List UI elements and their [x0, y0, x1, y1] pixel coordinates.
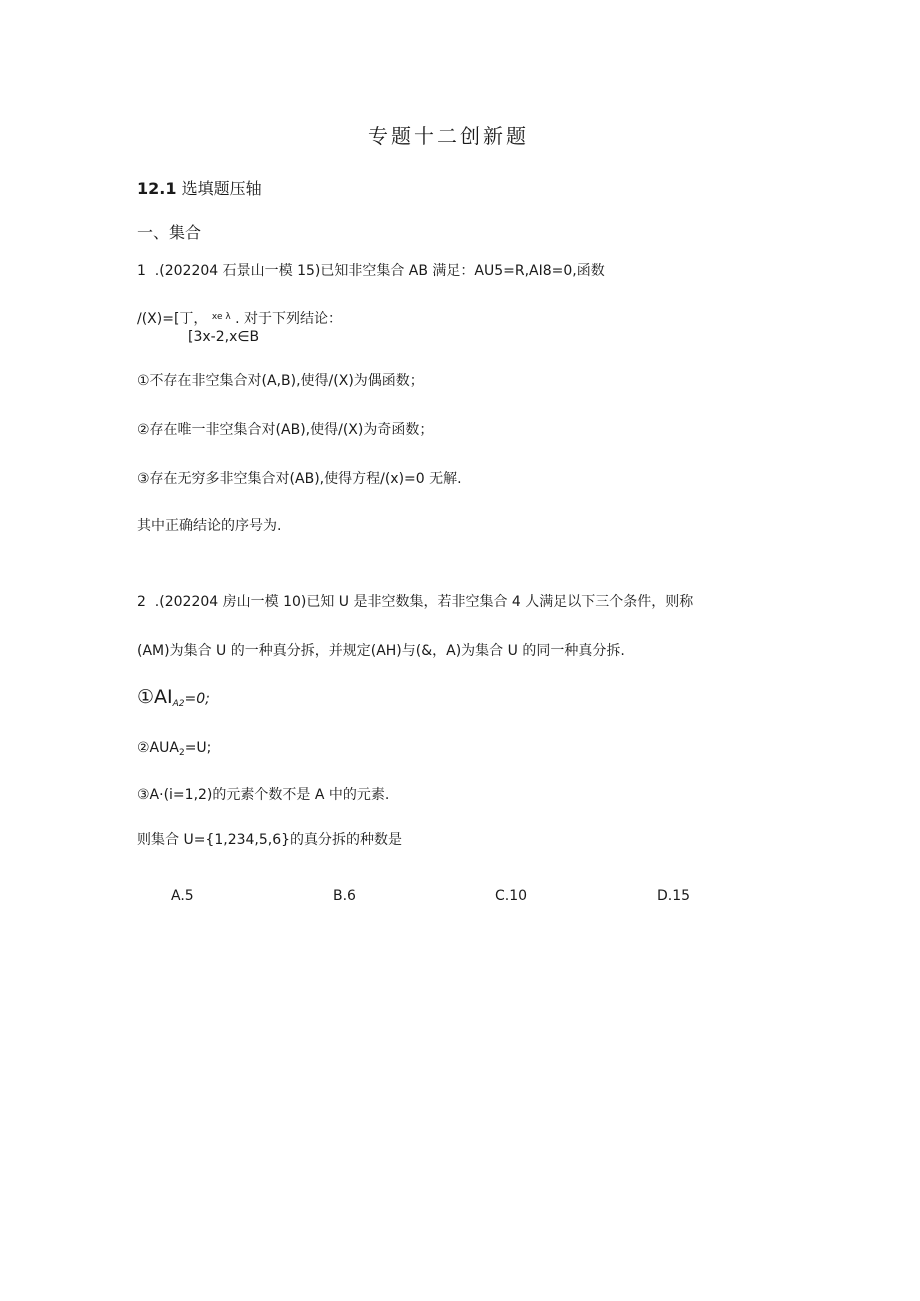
q1-question: 其中正确结论的序号为.: [137, 518, 282, 534]
q2-c2-pre: ②AUA: [137, 740, 179, 756]
option-b[interactable]: B.6: [333, 888, 356, 904]
section-heading: [137, 179, 262, 199]
q2-condition-2: [137, 739, 211, 762]
q2-c2-post: =U;: [184, 740, 212, 756]
section-text: 选填题压轴: [181, 179, 262, 198]
q1-fx-suffix: . 对于下列结论：: [235, 311, 343, 327]
q2-stem-line2: (AM)为集合 U 的一种真分拆，并规定(AH)与(&，A)为集合 U 的同一种真分拆.: [137, 643, 625, 659]
q2-condition-3: ③A·(i=1,2)的元素个数不是 A 中的元素.: [137, 787, 390, 803]
option-d[interactable]: D.15: [657, 888, 691, 904]
q2-c1-sub: A2: [172, 699, 185, 709]
q1-piecewise-branch: [3x-2,x∈B: [188, 329, 260, 345]
q2-c1-post: =0;: [184, 691, 210, 707]
q2-c2-sub: 2: [178, 748, 185, 758]
subsection-heading: 一、集合: [137, 223, 202, 242]
q1-conclusion-2: ②存在唯一非空集合对(AB),使得/(X)为奇函数；: [137, 422, 434, 438]
q1-fx-small: xe λ: [211, 312, 231, 322]
q2-c1-pre: ①AI: [137, 686, 173, 708]
page-title: 专题十二创新题: [368, 124, 529, 148]
q2-stem-line1: 2 .(202204 房山一模 10)已知 U 是非空数集，若非空集合 4 人满足以下三个条件，则称: [137, 594, 694, 610]
q1-conclusion-1: ①不存在非空集合对(A,B),使得/(X)为偶函数；: [137, 373, 424, 389]
q1-function-line: [137, 308, 342, 328]
q1-conclusion-3: ③存在无穷多非空集合对(AB),使得方程/(x)=0 无解.: [137, 471, 462, 487]
q2-question: 则集合 U={1,234,5,6}的真分拆的种数是: [137, 832, 403, 848]
section-number: 12.1: [137, 179, 177, 198]
option-c[interactable]: C.10: [495, 888, 528, 904]
q2-condition-1: [137, 686, 210, 715]
q1-stem-line1: 1 .(202204 石景山一模 15)已知非空集合 AB 满足：AU5=R,AI8=0,函数: [137, 263, 605, 279]
q1-fx-prefix: /(X)=[丁，: [137, 311, 208, 327]
option-a[interactable]: A.5: [171, 888, 194, 904]
